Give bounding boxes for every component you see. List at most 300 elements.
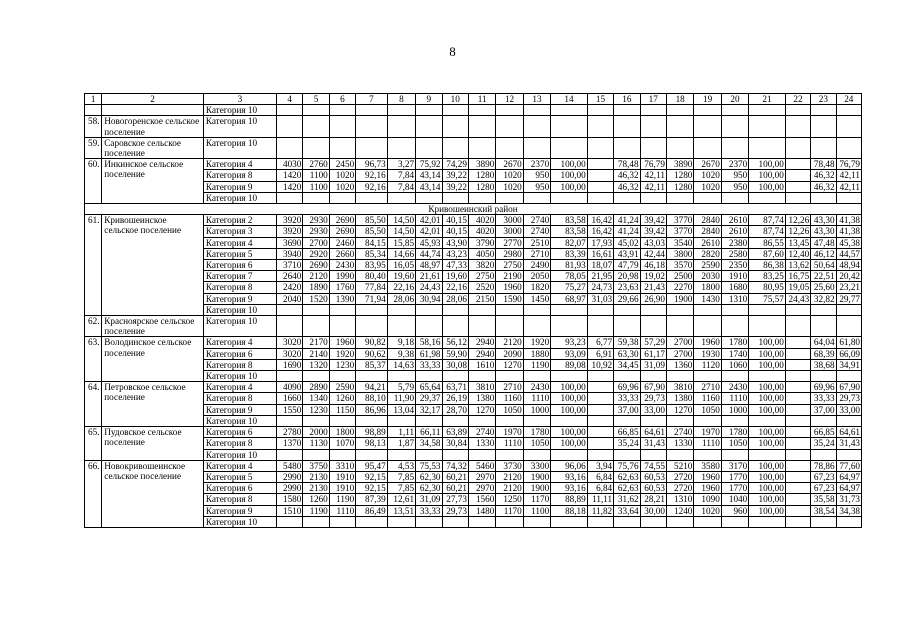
value-cell <box>276 316 302 337</box>
value-cell <box>356 449 387 460</box>
value-cell: 100,00 <box>749 404 786 415</box>
value-cell: 1370 <box>276 438 302 449</box>
value-cell <box>496 415 523 426</box>
value-cell: 42,11 <box>640 170 666 181</box>
value-cell: 1960 <box>694 471 721 482</box>
value-cell: 30,94 <box>416 293 442 304</box>
value-cell: 19,02 <box>640 271 666 282</box>
value-cell: 32,82 <box>811 293 836 304</box>
value-cell <box>387 449 415 460</box>
value-cell: 1110 <box>694 438 721 449</box>
value-cell <box>811 105 836 116</box>
value-cell: 6,91 <box>587 348 613 359</box>
value-cell: 94,21 <box>356 382 387 393</box>
value-cell: 2590 <box>694 260 721 271</box>
value-cell <box>442 316 468 337</box>
value-cell <box>587 192 613 203</box>
value-cell: 61,80 <box>836 337 861 348</box>
value-cell: 1100 <box>523 505 550 516</box>
value-cell: 2740 <box>523 226 550 237</box>
value-cell <box>721 137 748 158</box>
value-cell <box>836 449 861 460</box>
value-cell: 83,39 <box>551 248 588 259</box>
value-cell <box>587 159 613 170</box>
value-cell: 100,00 <box>551 382 588 393</box>
value-cell: 6,84 <box>587 471 613 482</box>
value-cell <box>785 393 810 404</box>
value-cell <box>614 304 640 315</box>
value-cell: 100,00 <box>551 170 588 181</box>
value-cell: 2690 <box>329 226 355 237</box>
table-row <box>85 316 862 337</box>
value-cell <box>303 516 329 527</box>
value-cell <box>587 382 613 393</box>
value-cell <box>694 371 721 382</box>
column-header-6: 6 <box>329 94 355 105</box>
value-cell: 33,00 <box>836 404 861 415</box>
value-cell <box>587 137 613 158</box>
value-cell: 22,16 <box>387 282 415 293</box>
value-cell: 100,00 <box>551 427 588 438</box>
value-cell: 100,00 <box>749 348 786 359</box>
value-cell: 100,00 <box>749 460 786 471</box>
value-cell <box>785 304 810 315</box>
value-cell: 34,58 <box>416 438 442 449</box>
value-cell <box>442 449 468 460</box>
value-cell <box>416 304 442 315</box>
value-cell <box>551 449 588 460</box>
column-header-1: 1 <box>85 94 102 105</box>
column-header-12: 12 <box>496 94 523 105</box>
value-cell: 46,32 <box>811 181 836 192</box>
value-cell: 87,39 <box>356 494 387 505</box>
value-cell <box>276 105 302 116</box>
value-cell: 87,74 <box>749 226 786 237</box>
value-cell: 40,15 <box>442 226 468 237</box>
value-cell <box>721 304 748 315</box>
value-cell: 4020 <box>468 226 495 237</box>
value-cell: 1,11 <box>387 427 415 438</box>
value-cell: 92,16 <box>356 170 387 181</box>
value-cell <box>785 337 810 348</box>
value-cell <box>303 105 329 116</box>
value-cell: 9,18 <box>387 337 415 348</box>
value-cell: 78,48 <box>811 159 836 170</box>
value-cell: 24,43 <box>785 293 810 304</box>
value-cell: 42,01 <box>416 226 442 237</box>
value-cell: 1050 <box>496 404 523 415</box>
category-cell: Категория 5 <box>203 471 276 482</box>
value-cell <box>721 516 748 527</box>
value-cell: 2050 <box>523 271 550 282</box>
value-cell <box>666 516 693 527</box>
value-cell: 1930 <box>694 348 721 359</box>
value-cell <box>523 105 550 116</box>
value-cell <box>721 415 748 426</box>
value-cell: 12,61 <box>387 494 415 505</box>
value-cell: 2670 <box>496 159 523 170</box>
value-cell <box>640 105 666 116</box>
value-cell <box>614 415 640 426</box>
value-cell: 100,00 <box>749 159 786 170</box>
value-cell: 80,40 <box>356 271 387 282</box>
value-cell <box>356 371 387 382</box>
value-cell: 3000 <box>496 215 523 226</box>
value-cell: 24,73 <box>587 282 613 293</box>
value-cell: 3920 <box>276 226 302 237</box>
value-cell <box>785 483 810 494</box>
value-cell: 3890 <box>666 159 693 170</box>
value-cell <box>468 415 495 426</box>
value-cell: 1230 <box>303 404 329 415</box>
value-cell: 2740 <box>468 427 495 438</box>
value-cell: 2740 <box>523 215 550 226</box>
value-cell <box>785 460 810 471</box>
column-header-19: 19 <box>694 94 721 105</box>
category-cell: Категория 8 <box>203 393 276 404</box>
value-cell: 64,97 <box>836 483 861 494</box>
value-cell: 1920 <box>329 348 355 359</box>
value-cell <box>666 304 693 315</box>
value-cell <box>721 449 748 460</box>
value-cell: 100,00 <box>749 471 786 482</box>
value-cell: 86,55 <box>749 237 786 248</box>
value-cell: 28,06 <box>387 293 415 304</box>
value-cell: 2430 <box>329 260 355 271</box>
value-cell: 31,43 <box>836 438 861 449</box>
data-table <box>84 93 862 528</box>
value-cell: 1880 <box>523 348 550 359</box>
value-cell: 63,71 <box>442 382 468 393</box>
value-cell: 1910 <box>329 483 355 494</box>
value-cell <box>442 304 468 315</box>
value-cell: 1970 <box>694 427 721 438</box>
value-cell: 11,11 <box>587 494 613 505</box>
value-cell <box>721 192 748 203</box>
value-cell: 16,61 <box>587 248 613 259</box>
value-cell: 19,05 <box>785 282 810 293</box>
value-cell: 80,95 <box>749 282 786 293</box>
value-cell: 95,47 <box>356 460 387 471</box>
category-cell: Категория 10 <box>203 516 276 527</box>
value-cell: 21,43 <box>640 282 666 293</box>
value-cell: 3710 <box>276 260 302 271</box>
settlement-number: 65. <box>85 427 102 461</box>
value-cell <box>836 137 861 158</box>
value-cell: 2890 <box>303 382 329 393</box>
value-cell: 2640 <box>276 271 302 282</box>
category-cell: Категория 3 <box>203 226 276 237</box>
value-cell: 66,85 <box>811 427 836 438</box>
value-cell <box>496 371 523 382</box>
category-cell: Категория 4 <box>203 337 276 348</box>
value-cell: 67,23 <box>811 471 836 482</box>
value-cell <box>836 304 861 315</box>
value-cell <box>640 304 666 315</box>
value-cell: 1430 <box>694 293 721 304</box>
value-cell: 1020 <box>694 170 721 181</box>
value-cell: 88,89 <box>551 494 588 505</box>
category-cell: Категория 8 <box>203 359 276 370</box>
value-cell: 1270 <box>666 404 693 415</box>
value-cell: 96,73 <box>356 159 387 170</box>
value-cell: 63,30 <box>614 348 640 359</box>
value-cell: 3570 <box>666 260 693 271</box>
value-cell: 67,90 <box>640 382 666 393</box>
value-cell: 64,61 <box>836 427 861 438</box>
value-cell: 66,11 <box>416 427 442 438</box>
column-header-7: 7 <box>356 94 387 105</box>
value-cell: 1120 <box>694 359 721 370</box>
value-cell: 1040 <box>721 494 748 505</box>
value-cell <box>666 449 693 460</box>
value-cell: 1660 <box>276 393 302 404</box>
value-cell: 29,73 <box>442 505 468 516</box>
value-cell: 13,51 <box>387 505 415 516</box>
value-cell: 1910 <box>721 271 748 282</box>
value-cell <box>694 192 721 203</box>
value-cell: 3770 <box>666 215 693 226</box>
value-cell: 1150 <box>329 404 355 415</box>
value-cell <box>587 181 613 192</box>
value-cell: 1090 <box>694 494 721 505</box>
value-cell: 2040 <box>276 293 302 304</box>
value-cell: 46,12 <box>811 248 836 259</box>
value-cell <box>785 137 810 158</box>
category-cell: Категория 9 <box>203 404 276 415</box>
value-cell: 2990 <box>276 483 302 494</box>
value-cell: 1050 <box>694 404 721 415</box>
value-cell: 27,73 <box>442 494 468 505</box>
value-cell: 61,17 <box>640 348 666 359</box>
value-cell: 1970 <box>496 427 523 438</box>
table-row <box>85 382 862 393</box>
value-cell: 2580 <box>721 248 748 259</box>
value-cell: 16,05 <box>387 260 415 271</box>
value-cell <box>614 316 640 337</box>
value-cell: 1020 <box>694 505 721 516</box>
value-cell <box>387 116 415 137</box>
value-cell: 2170 <box>303 337 329 348</box>
value-cell <box>721 105 748 116</box>
column-header-2: 2 <box>102 94 204 105</box>
value-cell: 100,00 <box>551 404 588 415</box>
value-cell: 100,00 <box>749 359 786 370</box>
value-cell <box>356 516 387 527</box>
value-cell: 34,45 <box>614 359 640 370</box>
value-cell: 59,90 <box>442 348 468 359</box>
value-cell: 3750 <box>303 460 329 471</box>
value-cell: 1900 <box>666 293 693 304</box>
value-cell <box>551 105 588 116</box>
settlement-name: Инкинское сельское поселение <box>102 159 204 204</box>
value-cell <box>811 371 836 382</box>
value-cell <box>442 116 468 137</box>
value-cell <box>551 304 588 315</box>
settlement-number: 62. <box>85 316 102 337</box>
value-cell: 85,50 <box>356 215 387 226</box>
value-cell: 2490 <box>523 260 550 271</box>
value-cell: 100,00 <box>749 438 786 449</box>
value-cell: 16,75 <box>785 271 810 282</box>
value-cell: 100,00 <box>749 382 786 393</box>
value-cell <box>749 371 786 382</box>
value-cell: 34,38 <box>836 505 861 516</box>
value-cell: 34,91 <box>836 359 861 370</box>
value-cell: 4090 <box>276 382 302 393</box>
value-cell: 15,85 <box>387 237 415 248</box>
column-header-11: 11 <box>468 94 495 105</box>
value-cell: 46,32 <box>614 181 640 192</box>
value-cell: 3890 <box>468 159 495 170</box>
value-cell: 83,58 <box>551 226 588 237</box>
value-cell: 48,97 <box>416 260 442 271</box>
value-cell: 5480 <box>276 460 302 471</box>
value-cell <box>587 393 613 404</box>
value-cell: 33,00 <box>640 404 666 415</box>
category-cell: Категория 4 <box>203 159 276 170</box>
value-cell: 33,64 <box>614 505 640 516</box>
value-cell: 46,18 <box>640 260 666 271</box>
value-cell <box>356 137 387 158</box>
value-cell: 2920 <box>303 248 329 259</box>
value-cell: 1280 <box>666 170 693 181</box>
value-cell: 40,15 <box>442 215 468 226</box>
value-cell: 1510 <box>276 505 302 516</box>
value-cell <box>329 415 355 426</box>
value-cell <box>785 449 810 460</box>
value-cell: 62,63 <box>614 483 640 494</box>
value-cell: 39,22 <box>442 170 468 181</box>
value-cell: 98,89 <box>356 427 387 438</box>
value-cell <box>614 116 640 137</box>
column-header-23: 23 <box>811 94 836 105</box>
value-cell: 2380 <box>721 237 748 248</box>
value-cell: 88,18 <box>551 505 588 516</box>
value-cell <box>785 192 810 203</box>
value-cell: 2610 <box>694 237 721 248</box>
settlement-number: 58. <box>85 116 102 137</box>
value-cell: 59,38 <box>614 337 640 348</box>
column-header-21: 21 <box>749 94 786 105</box>
column-header-8: 8 <box>387 94 415 105</box>
value-cell: 62,63 <box>614 471 640 482</box>
table-row <box>85 116 862 137</box>
value-cell <box>442 516 468 527</box>
column-header-18: 18 <box>666 94 693 105</box>
value-cell: 960 <box>721 505 748 516</box>
value-cell <box>551 192 588 203</box>
value-cell <box>496 116 523 137</box>
value-cell: 7,84 <box>387 170 415 181</box>
value-cell <box>811 137 836 158</box>
value-cell <box>640 116 666 137</box>
category-cell: Категория 4 <box>203 460 276 471</box>
value-cell: 2270 <box>666 282 693 293</box>
value-cell: 2690 <box>303 260 329 271</box>
value-cell: 2370 <box>721 159 748 170</box>
settlement-number <box>85 105 102 116</box>
value-cell: 3790 <box>468 237 495 248</box>
value-cell <box>836 316 861 337</box>
value-cell <box>785 471 810 482</box>
value-cell: 1190 <box>329 494 355 505</box>
value-cell <box>640 192 666 203</box>
value-cell: 85,50 <box>356 226 387 237</box>
value-cell: 74,55 <box>640 460 666 471</box>
category-cell: Категория 10 <box>203 105 276 116</box>
value-cell: 2370 <box>523 159 550 170</box>
value-cell <box>329 192 355 203</box>
value-cell <box>721 371 748 382</box>
value-cell <box>694 415 721 426</box>
value-cell: 950 <box>721 181 748 192</box>
value-cell: 1310 <box>666 494 693 505</box>
value-cell: 1420 <box>276 181 302 192</box>
value-cell: 24,43 <box>416 282 442 293</box>
value-cell: 100,00 <box>749 483 786 494</box>
value-cell <box>387 516 415 527</box>
value-cell: 77,84 <box>356 282 387 293</box>
value-cell: 5,79 <box>387 382 415 393</box>
value-cell <box>523 116 550 137</box>
value-cell: 14,63 <box>387 359 415 370</box>
value-cell: 2000 <box>303 427 329 438</box>
value-cell <box>785 404 810 415</box>
value-cell: 1020 <box>329 181 355 192</box>
column-header-24: 24 <box>836 94 861 105</box>
value-cell: 14,66 <box>387 248 415 259</box>
value-cell: 13,45 <box>785 237 810 248</box>
category-cell: Категория 9 <box>203 505 276 516</box>
value-cell <box>836 371 861 382</box>
category-cell: Категория 6 <box>203 260 276 271</box>
value-cell: 1110 <box>721 393 748 404</box>
value-cell <box>694 316 721 337</box>
value-cell: 92,15 <box>356 471 387 482</box>
value-cell <box>356 415 387 426</box>
value-cell <box>387 415 415 426</box>
value-cell: 1070 <box>329 438 355 449</box>
value-cell: 11,82 <box>587 505 613 516</box>
value-cell: 2750 <box>496 260 523 271</box>
value-cell: 2150 <box>468 293 495 304</box>
value-cell: 2420 <box>276 282 302 293</box>
value-cell: 1310 <box>721 293 748 304</box>
value-cell: 2120 <box>496 471 523 482</box>
value-cell <box>276 116 302 137</box>
settlement-name: Новокривошеинское сельское поселение <box>102 460 204 527</box>
value-cell: 2760 <box>303 159 329 170</box>
value-cell: 37,00 <box>811 404 836 415</box>
value-cell: 1590 <box>496 293 523 304</box>
value-cell: 60,21 <box>442 471 468 482</box>
value-cell <box>303 449 329 460</box>
value-cell <box>551 116 588 137</box>
value-cell <box>387 316 415 337</box>
value-cell <box>303 316 329 337</box>
value-cell: 62,30 <box>416 471 442 482</box>
value-cell: 30,84 <box>442 438 468 449</box>
value-cell: 2970 <box>468 471 495 482</box>
value-cell: 2090 <box>496 348 523 359</box>
value-cell <box>551 371 588 382</box>
value-cell: 1110 <box>496 438 523 449</box>
value-cell: 100,00 <box>749 494 786 505</box>
value-cell <box>749 116 786 137</box>
value-cell: 100,00 <box>551 181 588 192</box>
value-cell <box>785 505 810 516</box>
